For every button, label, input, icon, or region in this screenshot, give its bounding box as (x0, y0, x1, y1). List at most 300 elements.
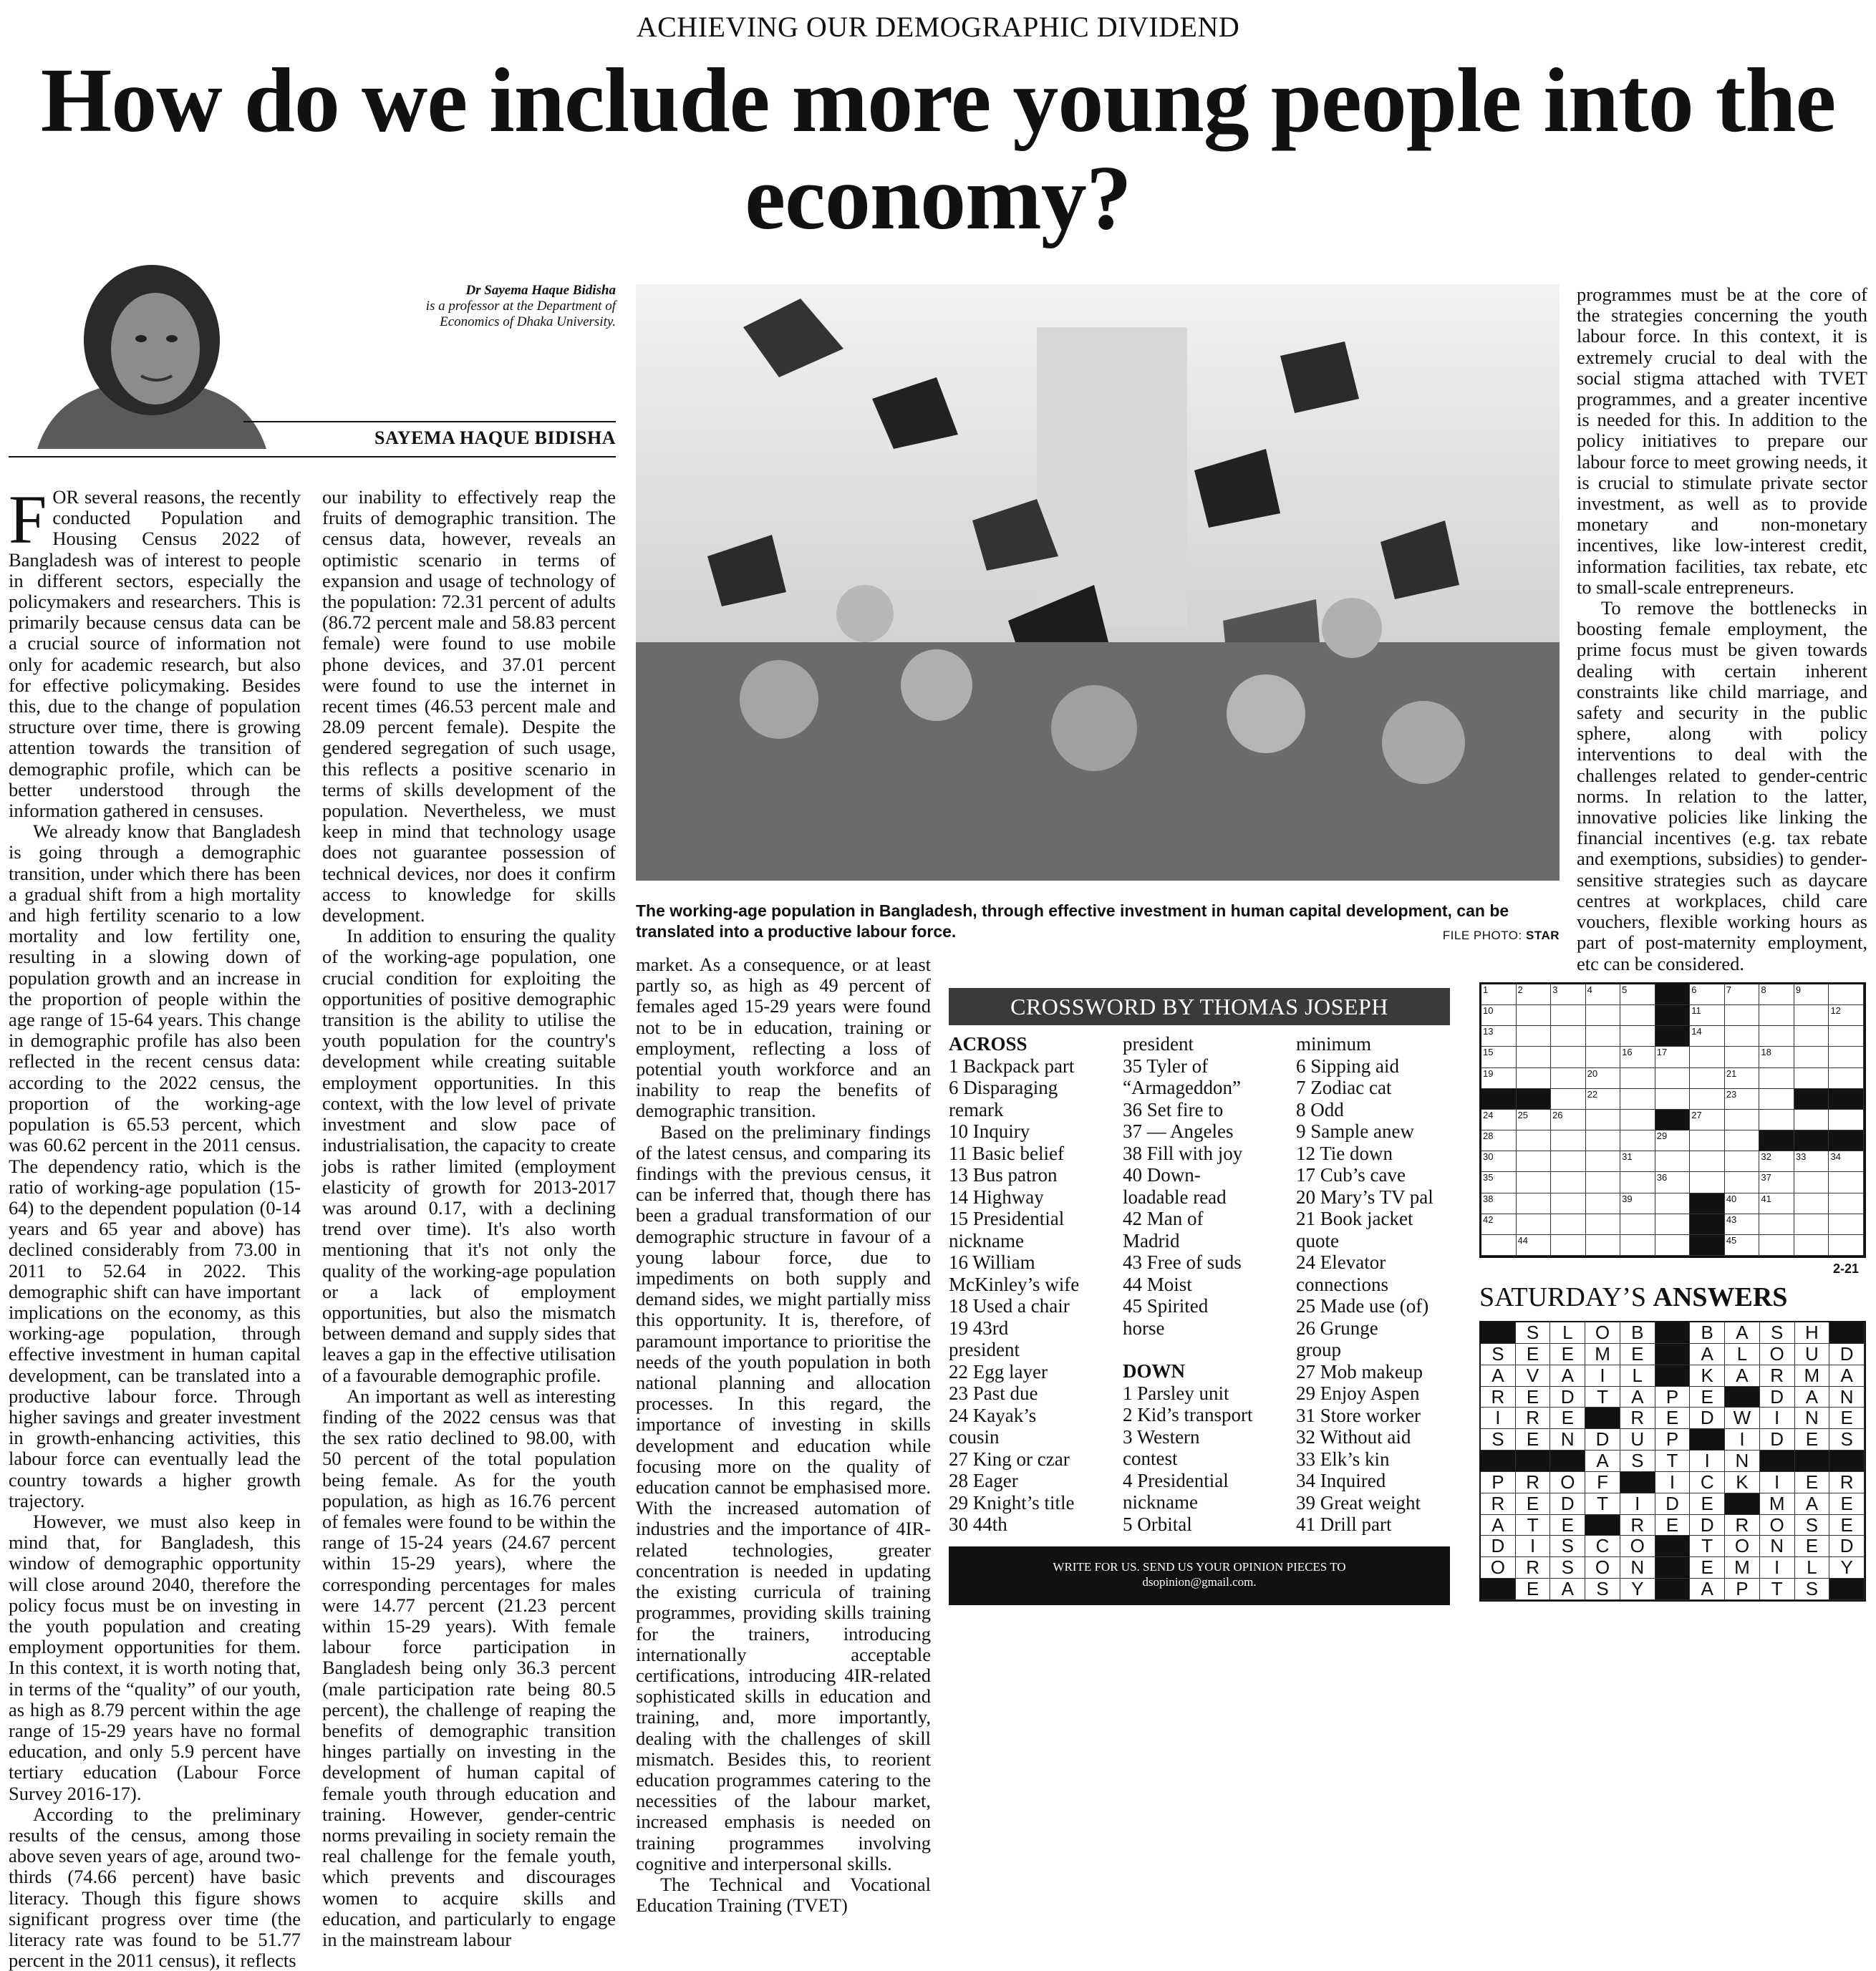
grid-block (1829, 1130, 1864, 1151)
answer-cell: I (1516, 1536, 1551, 1557)
grid-cell: 24 (1481, 1110, 1517, 1130)
grid-cell (1551, 1193, 1586, 1214)
grid-cell (1620, 1089, 1655, 1110)
grid-cell: 32 (1759, 1151, 1794, 1172)
clue-line: 7 Zodiac cat (1296, 1077, 1392, 1098)
answer-cell: Y (1829, 1557, 1865, 1579)
answer-cell: L (1620, 1365, 1655, 1387)
answer-cell: R (1620, 1515, 1655, 1536)
answer-cell: R (1725, 1515, 1760, 1536)
grid-cell (1794, 1193, 1829, 1214)
grid-cell (1586, 1193, 1621, 1214)
answer-cell: E (1655, 1515, 1691, 1536)
clue-line: 36 Set fire to (1123, 1098, 1224, 1120)
grid-cell: 13 (1481, 1026, 1517, 1047)
answer-block (1655, 1579, 1691, 1600)
clue-line: 28 Eager (949, 1470, 1018, 1491)
grid-cell (1620, 1235, 1655, 1256)
grid-cell: 42 (1481, 1214, 1517, 1235)
grid-cell: 5 (1620, 984, 1655, 1005)
answer-cell: M (1725, 1557, 1760, 1579)
answer-cell: K (1690, 1365, 1725, 1387)
grid-cell (1655, 1151, 1691, 1172)
answer-cell: L (1795, 1557, 1830, 1579)
grid-cell (1655, 1235, 1691, 1256)
answer-cell: R (1516, 1408, 1551, 1429)
grid-cell (1517, 1005, 1552, 1026)
answer-cell: T (1690, 1536, 1725, 1557)
answer-cell: E (1795, 1472, 1830, 1493)
grid-block (1655, 1026, 1691, 1047)
clue-line: 24 Kayak’s (949, 1404, 1037, 1426)
article-column-1 (9, 481, 301, 1971)
article-paragraph: We already know that Bangladesh is going through a demographic transition, under which there has been a gradual shift from a high mortality and high fertility scenario to a low mortality and low fertility one, resulting in a slowing down of population growth and an increase in the proportion of people within the age range of 15-64 years. This change in demographic profile has also been reflected in the recent census data: according to the 2022 census, the proportion of the working-age population is 65.53 percent, which was 60.62 percent in the 2011 census. The dependency ratio, which is the ratio of working-age population (15-64) to the dependent population (0-14 years and 65 year and above) has declined considerably from 73.00 in 2011 to 52.64 in 2022. This demographic shift can have important implications on the economy, as this working-age population, through effective investment in human capital development, can be translated into a productive labour force. Through higher savings and greater investment in growth-enhancing activities, this labour force can eventually lead the country towards a higher growth trajectory. (9, 820, 301, 1511)
clue-line: remark (949, 1098, 1004, 1120)
grid-block (1690, 1214, 1725, 1235)
answer-cell: E (1690, 1387, 1725, 1408)
answer-cell: E (1516, 1579, 1551, 1600)
answer-cell: D (1550, 1387, 1585, 1408)
grid-cell (1759, 1089, 1794, 1110)
grid-cell (1517, 1214, 1552, 1235)
article-paragraph: The Technical and Vocational Education Training (TVET) (636, 1873, 931, 1917)
grid-cell (1655, 1068, 1691, 1089)
answer-cell: D (1655, 1493, 1691, 1515)
grid-cell (1586, 1005, 1621, 1026)
grid-cell (1794, 1026, 1829, 1047)
answer-cell: A (1690, 1344, 1725, 1365)
answer-cell: R (1760, 1365, 1795, 1387)
author-bio-name: Dr Sayema Haque Bidisha (465, 283, 616, 298)
grid-cell: 10 (1481, 1005, 1517, 1026)
answer-cell: O (1585, 1557, 1620, 1579)
grid-cell (1517, 1172, 1552, 1193)
answer-cell: A (1795, 1493, 1830, 1515)
clue-line: 27 King or czar (949, 1448, 1070, 1470)
answer-cell: A (1690, 1579, 1725, 1600)
clue-line: 37 — Angeles (1123, 1120, 1234, 1142)
article-paragraph: Based on the preliminary findings of the latest census, and comparing its findings with the previous census, it can be inferred that, though there has been a gradual transformation of our demographic structure in favour of a young labour force, due to impediments on both supply and demand sides, we might partially miss this opportunity. It is, therefore, of paramount importance to prioritise the needs of the youth population in both national planning and allocation processes. In this regard, the importance of investing in skills development and education while focusing more on the quality of education cannot be emphasised more. With the increased automation of industries and the importance of 4IR-related technologies, greater concentration is needed in updating the existing curricula of training programmes, providing skills training for the trainers, introducing internationally acceptable certifications, introducing 4IR-related sophisticated skills in education and training, and, more importantly, dealing with the challenges of skill mismatch. Besides this, to reorient education programmes catering to the necessities of the labour market, increased emphasis is needed on training programmes involving cognitive and interpersonal skills. (636, 1120, 931, 1874)
answer-block (1655, 1557, 1691, 1579)
answer-cell: E (1550, 1408, 1585, 1429)
answer-cell: O (1481, 1557, 1516, 1579)
clue-line: 45 Spirited (1123, 1295, 1209, 1317)
grid-cell: 7 (1725, 984, 1760, 1005)
grid-cell (1829, 1172, 1864, 1193)
clue-line: 44 Moist (1123, 1273, 1192, 1295)
grid-cell (1551, 1214, 1586, 1235)
grid-cell (1759, 1235, 1794, 1256)
grid-cell: 26 (1551, 1110, 1586, 1130)
grid-block (1759, 1130, 1794, 1151)
author-bio-text: is a professor at the Department of Economics of Dhaka University. (425, 299, 616, 329)
clue-line: 6 Disparaging (949, 1077, 1058, 1098)
answer-cell: N (1795, 1408, 1830, 1429)
grid-cell (1794, 1235, 1829, 1256)
answer-cell: S (1585, 1579, 1620, 1600)
answer-cell: O (1760, 1515, 1795, 1536)
grid-cell (1551, 1005, 1586, 1026)
grid-cell: 27 (1690, 1110, 1725, 1130)
clue-line: 40 Down- (1123, 1164, 1201, 1186)
clue-line: 34 Inquired (1296, 1470, 1386, 1491)
answer-block (1829, 1322, 1865, 1344)
grid-cell (1794, 1110, 1829, 1130)
clue-line: 3 Western (1123, 1425, 1200, 1448)
answer-cell: S (1550, 1536, 1585, 1557)
answer-cell: D (1760, 1387, 1795, 1408)
answer-cell: N (1550, 1429, 1585, 1451)
clue-line: 31 Store worker (1296, 1404, 1421, 1426)
clue-line: 11 Basic belief (949, 1142, 1064, 1164)
answer-cell: D (1481, 1536, 1516, 1557)
clue-line: 16 William (949, 1251, 1035, 1273)
clue-line: 17 Cub’s cave (1296, 1164, 1406, 1186)
answer-cell: E (1655, 1408, 1691, 1429)
clue-line: contest (1123, 1448, 1178, 1469)
grid-cell (1829, 1235, 1864, 1256)
grid-cell (1551, 1047, 1586, 1067)
grid-cell (1759, 1026, 1794, 1047)
clue-line: 14 Highway (949, 1186, 1044, 1208)
answer-cell: O (1585, 1322, 1620, 1344)
grid-block (1655, 1005, 1691, 1026)
answer-cell: I (1760, 1408, 1795, 1429)
clue-line: 29 Enjoy Aspen (1296, 1382, 1420, 1404)
article-paragraph: programmes must be at the core of the strategies concerning the youth labour force. In this context, it is extremely crucial to deal with the social stigma attached with TVET programmes, and a greater incentive is needed for this. In addition to the policy initiatives to prepare our labour force to meet growing needs, it is crucial to stimulate private sector investment, as well as to provide monetary and non-monetary incentives, like low-interest credit, information facilities, tax rebate, etc to small-scale entrepreneurs. (1577, 284, 1867, 598)
grid-cell: 33 (1794, 1151, 1829, 1172)
answer-cell: N (1829, 1387, 1865, 1408)
answer-cell: E (1690, 1557, 1725, 1579)
grid-cell: 28 (1481, 1130, 1517, 1151)
answer-cell: U (1795, 1344, 1830, 1365)
grid-cell (1690, 1172, 1725, 1193)
grid-cell: 43 (1725, 1214, 1760, 1235)
grid-cell (1690, 1151, 1725, 1172)
answer-cell: A (1795, 1387, 1830, 1408)
clues-across-col (949, 1033, 1119, 1536)
clues-down-col (1296, 1033, 1468, 1536)
clue-line: 24 Elevator (1296, 1251, 1386, 1273)
clue-line: 2 Kid’s transport (1123, 1404, 1253, 1425)
grid-cell (1759, 1214, 1794, 1235)
grid-cell (1725, 1110, 1760, 1130)
answer-cell: E (1516, 1387, 1551, 1408)
answer-block (1516, 1451, 1551, 1472)
answer-cell: T (1516, 1515, 1551, 1536)
grid-cell: 38 (1481, 1193, 1517, 1214)
answer-cell: I (1690, 1451, 1725, 1472)
grid-cell (1586, 1047, 1621, 1067)
answer-cell: A (1725, 1365, 1760, 1387)
answer-cell: S (1516, 1322, 1551, 1344)
clue-line: 15 Presidential (949, 1208, 1065, 1229)
answer-cell: S (1481, 1429, 1516, 1451)
answer-block (1550, 1451, 1585, 1472)
article-paragraph: An important as well as interesting finding of the 2022 census was that the sex ratio declined to 98.00, with 50 percent of the total population being female. As for the youth population, as high as 16.76 percent of females were found to be within the range of 15-24 years (24.67 percent within 15-29 years), where the corresponding percentages for males were 14.77 percent (21.23 percent within 15-29 years). With female labour force participation in Bangladesh being only 36.3 percent (male participation rate being 80.5 percent), the challenge of reaping the benefits of demographic transition hinges partially on investing in the development of human capital of female youth through education and training. However, gender-centric norms prevailing in society remain the real challenge for the female youth, which prevents and discourages women to acquire skills and education, and particularly to engage in the mainstream labour (322, 1385, 616, 1951)
answer-block (1620, 1472, 1655, 1493)
grid-cell: 18 (1759, 1047, 1794, 1067)
answer-cell: A (1481, 1515, 1516, 1536)
grid-cell: 31 (1620, 1151, 1655, 1172)
clue-line: 32 Without aid (1296, 1426, 1411, 1448)
answer-cell: S (1829, 1429, 1865, 1451)
clue-line: nickname (1123, 1491, 1198, 1513)
answer-cell: S (1550, 1557, 1585, 1579)
answer-cell: D (1690, 1408, 1725, 1429)
answer-cell: E (1620, 1344, 1655, 1365)
answer-cell: R (1516, 1472, 1551, 1493)
clue-line: 1 Backpack part (949, 1055, 1075, 1077)
answers-grid (1479, 1321, 1866, 1602)
answer-cell: I (1760, 1557, 1795, 1579)
clue-line: Madrid (1123, 1229, 1180, 1251)
grid-cell (1829, 1026, 1864, 1047)
grid-cell: 6 (1690, 984, 1725, 1005)
answer-cell: H (1795, 1322, 1830, 1344)
clue-line: quote (1296, 1229, 1339, 1251)
answer-cell: L (1550, 1322, 1585, 1344)
grid-cell: 8 (1759, 984, 1794, 1005)
grid-cell (1586, 1026, 1621, 1047)
grid-cell: 21 (1725, 1068, 1760, 1089)
clue-line: 12 Tie down (1296, 1142, 1393, 1164)
answer-cell: I (1481, 1408, 1516, 1429)
answer-block (1760, 1451, 1795, 1472)
article-paragraph: FOR several reasons, the recently conducted Population and Housing Census 2022 of Bangladesh was of interest to people in different sectors, especially the policymakers and researchers. This is primarily because census data can be a crucial source of information not only for academic research, but also for effective policymaking. Besides this, due to the change of population structure over time, there is growing attention towards the transition of demographic profile, which can be better understood through the information gathered in censuses. (9, 481, 301, 822)
grid-block (1690, 1235, 1725, 1256)
clue-line: 1 Parsley unit (1123, 1382, 1229, 1404)
grid-cell (1620, 1110, 1655, 1130)
answer-block (1655, 1344, 1691, 1365)
grid-cell (1794, 1005, 1829, 1026)
answer-cell: A (1829, 1365, 1865, 1387)
grid-cell (1551, 1089, 1586, 1110)
grid-cell (1620, 1005, 1655, 1026)
grid-cell (1655, 1214, 1691, 1235)
answer-cell: D (1690, 1515, 1725, 1536)
answer-block (1481, 1579, 1516, 1600)
grid-cell (1725, 1026, 1760, 1047)
clue-line: 41 Drill part (1296, 1514, 1392, 1535)
clues-mid-col (1123, 1033, 1295, 1535)
grid-cell: 16 (1620, 1047, 1655, 1067)
grid-cell: 11 (1690, 1005, 1725, 1026)
answer-block (1690, 1429, 1725, 1451)
byline-rule-top (243, 421, 616, 422)
answer-cell: T (1585, 1387, 1620, 1408)
grid-cell (1481, 1235, 1517, 1256)
grid-cell (1794, 1068, 1829, 1089)
answer-cell: E (1516, 1429, 1551, 1451)
article-paragraph: To remove the bottlenecks in boosting female employment, the prime focus must be given towards dealing with certain inherent constraints like child marriage, and safety and security in the public sphere, along with policy interventions to deal with the challenges related to gender-centric norms. In relation to the latter, innovative policies like linking the financial incentives (e.g. tax rebate and exemptions, subsidies) to gender-sensitive strategies such as daycare centres at workplaces, child care vouchers, flexible working hours as part of post-maternity employment, etc can be considered. (1577, 597, 1867, 974)
grid-cell (1759, 1005, 1794, 1026)
answer-cell: O (1760, 1344, 1795, 1365)
answer-cell: O (1550, 1472, 1585, 1493)
grid-cell (1759, 1110, 1794, 1130)
clue-line: 33 Elk’s kin (1296, 1448, 1390, 1470)
grid-cell (1690, 1130, 1725, 1151)
clue-line: horse (1123, 1317, 1165, 1339)
clue-line: group (1296, 1339, 1341, 1360)
grid-cell (1586, 1214, 1621, 1235)
answer-cell: P (1725, 1579, 1760, 1600)
clue-line: 5 Orbital (1123, 1513, 1192, 1535)
clue-line: 19 43rd (949, 1317, 1009, 1339)
answer-cell: E (1516, 1344, 1551, 1365)
opinion-box (949, 1546, 1450, 1605)
grid-cell (1620, 1172, 1655, 1193)
grid-cell (1517, 1193, 1552, 1214)
photo-caption: The working-age population in Bangladesh, through effective investment in human capital development, can be translated into a productive labour force. (636, 901, 1509, 941)
clue-line: 30 44th (949, 1514, 1007, 1535)
grid-block (1794, 1089, 1829, 1110)
answer-cell: D (1829, 1536, 1865, 1557)
grid-cell: 22 (1586, 1089, 1621, 1110)
answer-cell: S (1760, 1322, 1795, 1344)
answer-cell: B (1620, 1322, 1655, 1344)
article-paragraph: According to the preliminary results of the census, among those above seven years of age, around two-thirds (74.66 percent) have basic literacy. Though this figure shows significant progress over time (the literacy rate was found to be 51.77 percent in the 2011 census), it reflects (9, 1803, 301, 1971)
answer-block (1655, 1536, 1691, 1557)
grid-cell (1551, 1026, 1586, 1047)
answer-block (1481, 1451, 1516, 1472)
clue-line: 8 Odd (1296, 1098, 1344, 1120)
answer-cell: E (1516, 1493, 1551, 1515)
article-paragraph: In addition to ensuring the quality of the working-age population, one crucial condition for exploiting the opportunities of positive demographic transition is the ability to utilise the youth population for the country's development while creating suitable employment opportunities. In this context, with the low level of private investment and slow pace of industrialisation, the capacity to create jobs is rather limited (employment elasticity of growth for 2013-2017 was around 0.17, with a declining trend over time). It's also worth mentioning that it's not only the quality of the working-age population or a lack of employment opportunities, but also the mismatch between demand and supply sides that leaves a gap in the effective utilisation of a favourable demographic profile. (322, 925, 616, 1386)
opinion-line-1: WRITE FOR US. SEND US YOUR OPINION PIECES TO (1053, 1560, 1346, 1574)
answer-cell: I (1585, 1365, 1620, 1387)
answer-cell: D (1829, 1344, 1865, 1365)
article-column-4 (1577, 284, 1867, 974)
grid-block (1655, 984, 1691, 1005)
grid-block (1690, 1193, 1725, 1214)
grid-cell (1690, 1047, 1725, 1067)
grid-cell: 23 (1725, 1089, 1760, 1110)
answer-cell: T (1655, 1451, 1691, 1472)
grid-cell: 39 (1620, 1193, 1655, 1214)
grid-cell (1586, 1151, 1621, 1172)
grid-cell (1655, 1089, 1691, 1110)
answer-cell: N (1760, 1536, 1795, 1557)
opinion-email: dsopinion@gmail.com. (1142, 1575, 1257, 1589)
clue-line: 38 Fill with joy (1123, 1142, 1243, 1164)
answer-cell: R (1829, 1472, 1865, 1493)
article-column-3 (636, 954, 931, 1917)
answer-cell: R (1481, 1387, 1516, 1408)
clue-line: 4 Presidential (1123, 1469, 1229, 1491)
across-heading: ACROSS (949, 1033, 1028, 1055)
grid-cell: 14 (1690, 1026, 1725, 1047)
grid-cell (1725, 1172, 1760, 1193)
grid-cell (1517, 1047, 1552, 1067)
grid-cell (1759, 1068, 1794, 1089)
answer-cell: E (1550, 1515, 1585, 1536)
answer-cell: O (1725, 1536, 1760, 1557)
grid-cell (1620, 1214, 1655, 1235)
grid-cell: 3 (1551, 984, 1586, 1005)
answer-block (1585, 1408, 1620, 1429)
answer-cell: R (1516, 1557, 1551, 1579)
grid-cell (1551, 1151, 1586, 1172)
grid-cell (1829, 1193, 1864, 1214)
answer-cell: O (1620, 1536, 1655, 1557)
answer-cell: M (1760, 1493, 1795, 1515)
grid-cell: 20 (1586, 1068, 1621, 1089)
answer-block (1829, 1451, 1865, 1472)
answer-cell: W (1725, 1408, 1760, 1429)
grid-cell: 40 (1725, 1193, 1760, 1214)
answer-cell: A (1725, 1322, 1760, 1344)
grid-block (1517, 1089, 1552, 1110)
answer-cell: L (1725, 1344, 1760, 1365)
grid-block (1481, 1089, 1517, 1110)
grid-cell: 36 (1655, 1172, 1691, 1193)
answer-cell: C (1585, 1536, 1620, 1557)
clue-line: cousin (949, 1426, 1000, 1448)
grid-cell (1794, 1047, 1829, 1067)
answer-cell: E (1690, 1493, 1725, 1515)
clue-line: 29 Knight’s title (949, 1491, 1075, 1514)
clue-line: 18 Used a chair (949, 1295, 1070, 1317)
grid-cell (1829, 1214, 1864, 1235)
grid-cell: 37 (1759, 1172, 1794, 1193)
answer-cell: I (1760, 1472, 1795, 1493)
grid-cell (1620, 1026, 1655, 1047)
clue-line: 27 Mob makeup (1296, 1360, 1423, 1382)
grid-cell (1551, 1172, 1586, 1193)
clue-line: 9 Sample anew (1296, 1120, 1414, 1142)
answer-cell: I (1725, 1429, 1760, 1451)
clue-line: “Armageddon” (1123, 1077, 1241, 1098)
grid-cell (1586, 1235, 1621, 1256)
answer-cell: V (1516, 1365, 1551, 1387)
headline: How do we include more young people into the economy? (40, 49, 1836, 248)
answer-cell: E (1829, 1493, 1865, 1515)
answer-cell: D (1550, 1493, 1585, 1515)
grid-cell (1586, 1172, 1621, 1193)
grid-cell: 1 (1481, 984, 1517, 1005)
grid-cell (1829, 1047, 1864, 1067)
answer-cell: C (1690, 1472, 1725, 1493)
clue-line: nickname (949, 1229, 1024, 1251)
grid-cell (1517, 1026, 1552, 1047)
answer-block (1829, 1579, 1865, 1600)
answer-block (1481, 1322, 1516, 1344)
clue-line: 23 Past due (949, 1382, 1038, 1404)
crossword-grid (1479, 982, 1866, 1258)
grid-id: 2-21 (1833, 1261, 1860, 1276)
answer-cell: P (1481, 1472, 1516, 1493)
grid-cell (1620, 1130, 1655, 1151)
grid-cell (1620, 1068, 1655, 1089)
grid-cell: 30 (1481, 1151, 1517, 1172)
clue-line: president (1123, 1033, 1194, 1055)
grid-cell: 44 (1517, 1235, 1552, 1256)
answer-cell: M (1585, 1344, 1620, 1365)
grid-block (1655, 1110, 1691, 1130)
grid-cell: 19 (1481, 1068, 1517, 1089)
answer-cell: E (1829, 1408, 1865, 1429)
dropcap: F (9, 481, 47, 558)
grid-cell (1517, 1130, 1552, 1151)
answer-cell: U (1620, 1429, 1655, 1451)
answer-block (1795, 1451, 1830, 1472)
grid-cell: 34 (1829, 1151, 1864, 1172)
grid-cell: 9 (1794, 984, 1829, 1005)
grid-cell (1690, 1068, 1725, 1089)
article-paragraph: our inability to effectively reap the fruits of demographic transition. The census data, however, reveals an optimistic scenario in terms of expansion and usage of technology of the population: 72.31 percent of adults (86.72 percent male and 58.83 percent female) were found to use mobile phone devices, and 37.01 percent were found to use the internet in recent times (46.53 percent male and 28.09 percent female). Despite the gendered segregation of such usage, this reflects a positive scenario in terms of skills development of the population. Nevertheless, we must keep in mind that technology usage does not guarantee possession of technical devices, nor does it confirm access to knowledge for skills development. (322, 486, 616, 926)
answer-cell: E (1795, 1429, 1830, 1451)
